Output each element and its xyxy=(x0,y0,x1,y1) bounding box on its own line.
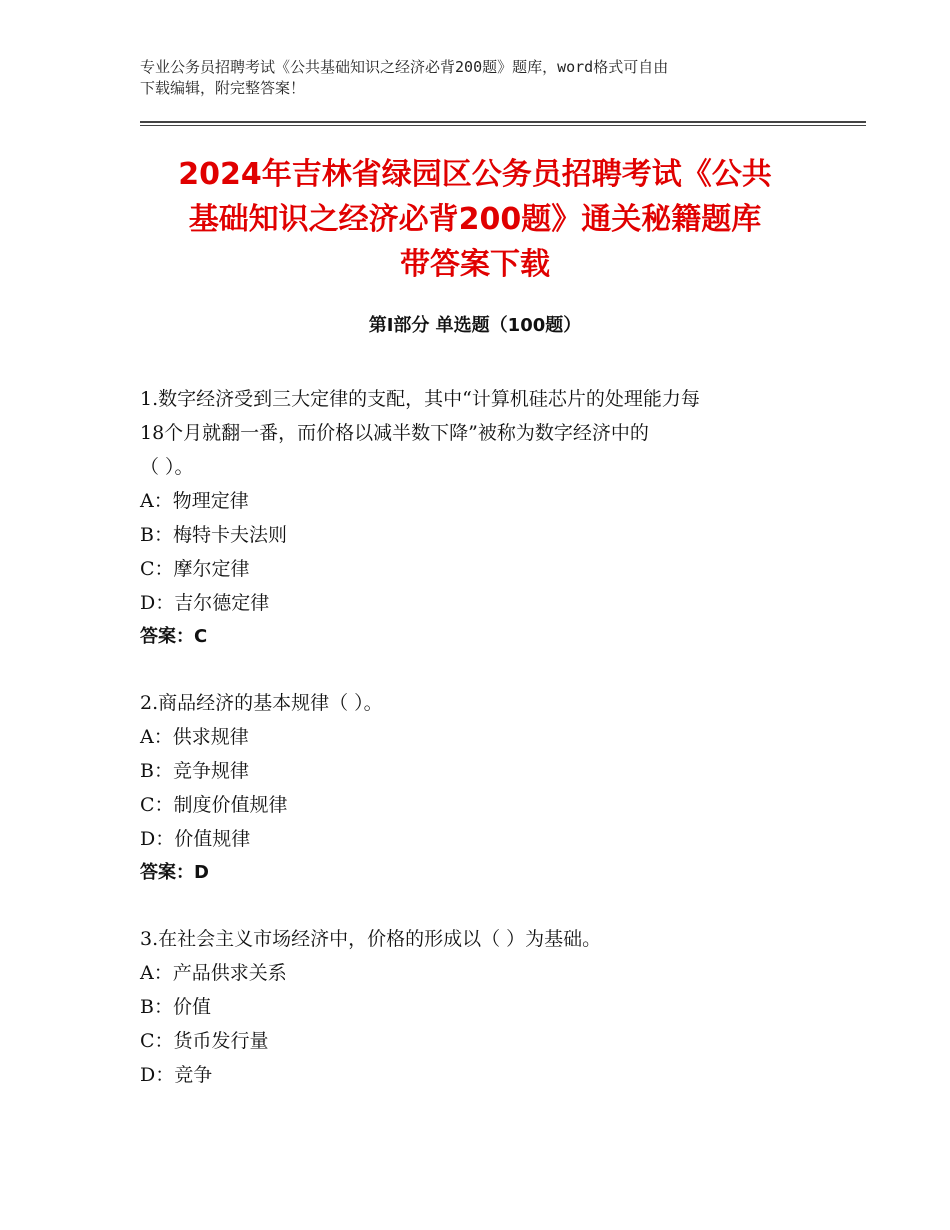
option-b: B：梅特卡夫法则 xyxy=(140,524,287,546)
question-stem: 3.在社会主义市场经济中，价格的形成以（ ）为基础。 xyxy=(140,928,602,950)
option-d: D：价值规律 xyxy=(140,828,251,850)
option-c: C：摩尔定律 xyxy=(140,558,250,580)
question-stem: 18个月就翻一番，而价格以减半数下降”被称为数字经济中的 xyxy=(140,422,649,444)
option-c: C：货币发行量 xyxy=(140,1030,269,1052)
question-stem: 1.数字经济受到三大定律的支配，其中“计算机硅芯片的处理能力每 xyxy=(140,388,700,410)
header-rule xyxy=(140,121,866,123)
question-3 xyxy=(140,922,820,1092)
title-line: 2024年吉林省绿园区公务员招聘考试《公共 xyxy=(178,157,772,192)
section-heading: 第Ⅰ部分 单选题（100题） xyxy=(368,315,582,336)
option-a: A：产品供求关系 xyxy=(140,962,287,984)
option-d: D：竞争 xyxy=(140,1064,213,1086)
title-line: 基础知识之经济必背200题》通关秘籍题库 xyxy=(188,202,762,237)
option-b: B：竞争规律 xyxy=(140,760,249,782)
document-title xyxy=(120,152,830,287)
title-line: 带答案下载 xyxy=(400,247,550,282)
option-c: C：制度价值规律 xyxy=(140,794,288,816)
header-note-line: 专业公务员招聘考试《公共基础知识之经济必背200题》题库，word格式可自由 xyxy=(140,58,669,76)
header-rule-thin xyxy=(140,125,866,126)
answer: 答案：C xyxy=(140,626,208,647)
header-note xyxy=(140,57,820,99)
question-1 xyxy=(140,382,820,654)
answer: 答案：D xyxy=(140,862,209,883)
question-2 xyxy=(140,686,820,890)
option-b: B：价值 xyxy=(140,996,211,1018)
option-d: D：吉尔德定律 xyxy=(140,592,270,614)
header-note-line: 下载编辑，附完整答案！ xyxy=(140,79,306,97)
question-stem: （ ）。 xyxy=(140,456,194,478)
option-a: A：供求规律 xyxy=(140,726,249,748)
question-stem: 2.商品经济的基本规律（ ）。 xyxy=(140,692,383,714)
question-list xyxy=(140,382,820,1124)
option-a: A：物理定律 xyxy=(140,490,249,512)
